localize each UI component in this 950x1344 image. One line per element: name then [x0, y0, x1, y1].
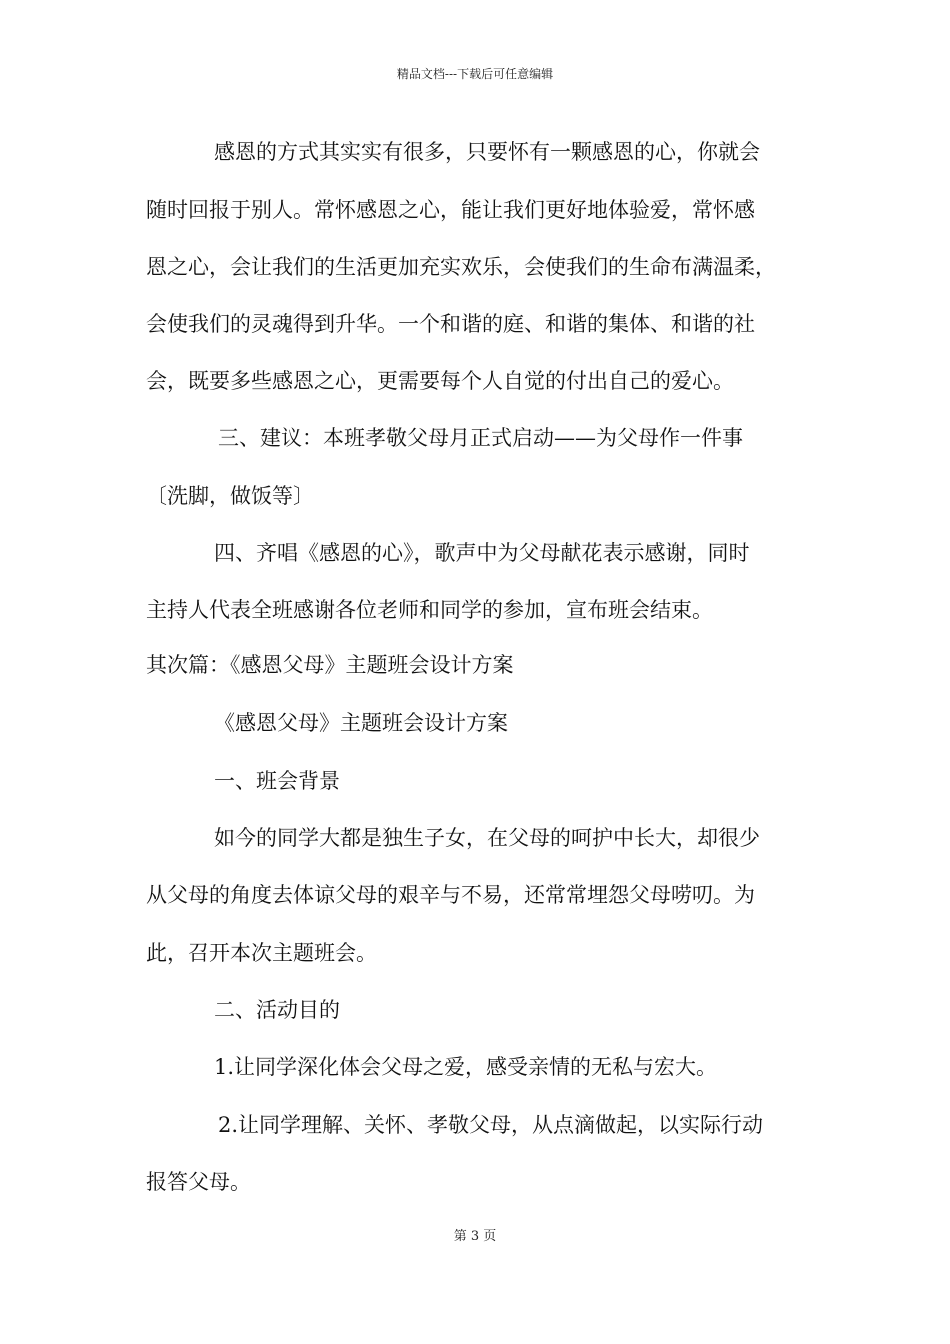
body-line: 会，既要多些感恩之心，更需要每个人自觉的付出自己的爱心。 — [146, 369, 734, 393]
body-line: 会使我们的灵魂得到升华。一个和谐的庭、和谐的集体、和谐的社 — [146, 312, 755, 336]
body-line: 主持人代表全班感谢各位老师和同学的参加，宣布班会结束。 — [146, 598, 713, 622]
body-line: 报答父母。 — [146, 1170, 251, 1194]
section-title: 其次篇：《感恩父母》主题班会设计方案 — [146, 653, 514, 677]
list-item: 2.让同学理解、关怀、孝敬父母，从点滴做起，以实际行动 — [218, 1113, 764, 1137]
page-footer: 第 3 页 — [453, 1229, 497, 1244]
body-line: 感恩的方式其实实有很多，只要怀有一颗感恩的心，你就会 — [214, 140, 760, 164]
body-line: 三、建议：本班孝敬父母月正式启动——为父母作一件事 — [218, 426, 743, 450]
body-line: 随时回报于别人。常怀感恩之心，能让我们更好地体验爱，常怀感 — [146, 198, 755, 222]
body-line: 〔洗脚，做饭等〕 — [146, 484, 314, 508]
page-header: 精品文档---下载后可任意编辑 — [396, 67, 554, 81]
document-title: 《感恩父母》主题班会设计方案 — [214, 711, 508, 735]
body-line: 恩之心，会让我们的生活更加充实欢乐，会使我们的生命布满温柔， — [146, 255, 776, 279]
body-line: 四、齐唱《感恩的心》，歌声中为父母献花表示感谢，同时 — [214, 541, 750, 565]
section-heading: 一、班会背景 — [214, 769, 340, 793]
body-line: 从父母的角度去体谅父母的艰辛与不易，还常常埋怨父母唠叨。为 — [146, 883, 755, 907]
body-line: 如今的同学大都是独生子女，在父母的呵护中长大，却很少 — [214, 826, 760, 850]
list-item: 1.让同学深化体会父母之爱，感受亲情的无私与宏大。 — [214, 1055, 718, 1079]
section-heading: 二、活动目的 — [214, 998, 340, 1022]
body-line: 此，召开本次主题班会。 — [146, 941, 377, 965]
